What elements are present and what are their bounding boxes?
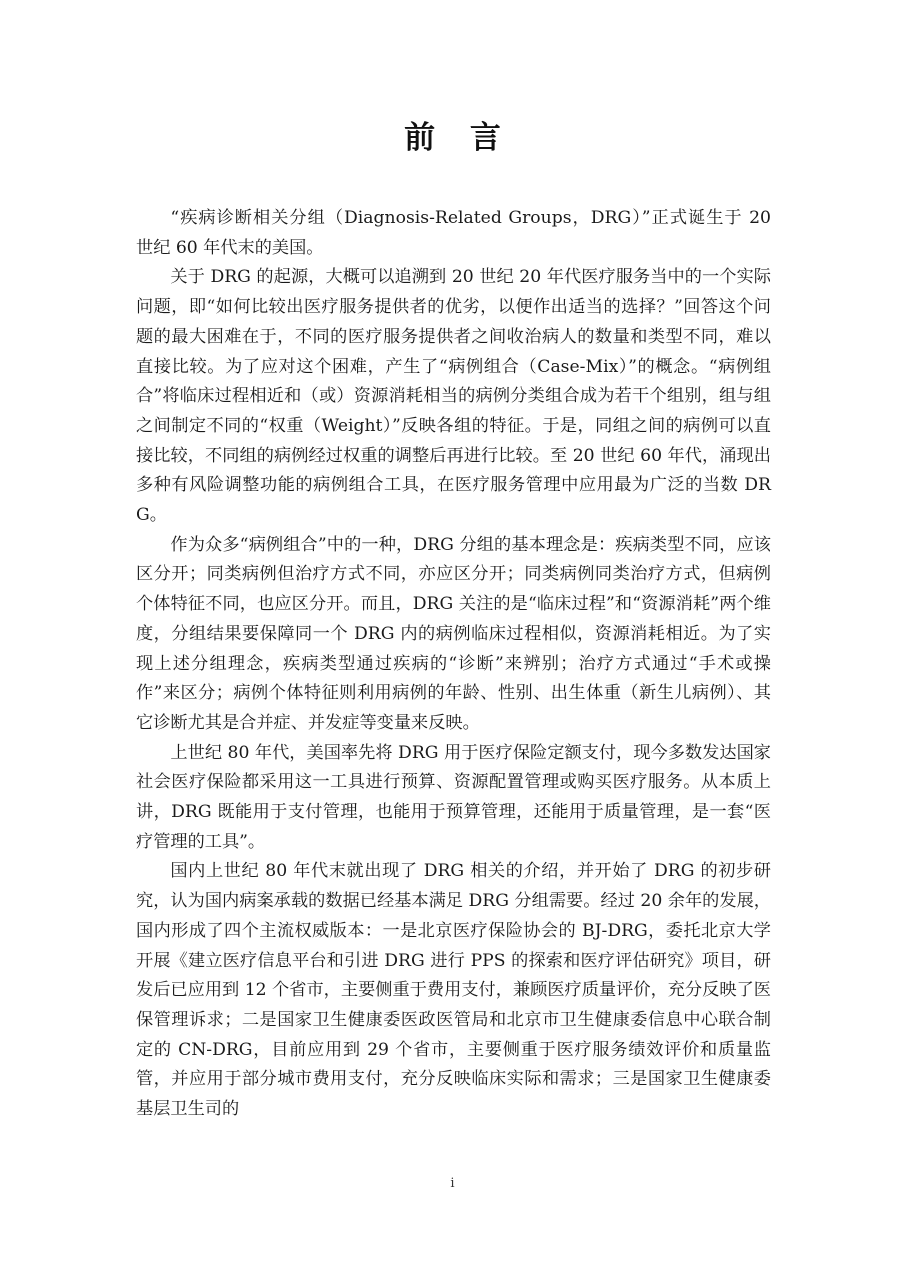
paragraph-1: “疾病诊断相关分组（Diagnosis-Related Groups，DRG）”正式诞生于 20 世纪 60 年代末的美国。 (136, 208, 771, 258)
page-title: 前 言 (404, 120, 513, 156)
body-text (136, 204, 771, 1125)
paragraph-3: 作为众多“病例组合”中的一种，DRG 分组的基本理念是：疾病类型不同，应该区分开；同类病例但治疗方式不同，亦应区分开；同类病例同类治疗方式，但病例个体特征不同，也应区分开。而且，DRG 关注的是“临床过程”和“资源消耗”两个维度，分组结果要保障同一个 DRG 内的病例临床过程相似，资源消耗相近。为了实现上述分组理念，疾病类型通过疾病的“诊断”来辨别；治疗方式通过“手术或操作”来区分；病例个体特征则利用病例的年龄、性别、出生体重（新生儿病例）、其它诊断尤其是合并症、并发症等变量来反映。 (136, 534, 771, 733)
paragraph-4: 上世纪 80 年代，美国率先将 DRG 用于医疗保险定额支付，现今多数发达国家社会医疗保险都采用这一工具进行预算、资源配置管理或购买医疗服务。从本质上讲，DRG 既能用于支付管理，也能用于预算管理，还能用于质量管理，是一套“医疗管理的工具”。 (136, 742, 771, 852)
paragraph-2: 关于 DRG 的起源，大概可以追溯到 20 世纪 20 年代医疗服务当中的一个实际问题，即“如何比较出医疗服务提供者的优劣，以便作出适当的选择？”回答这个问题的最大困难在于，不同的医疗服务提供者之间收治病人的数量和类型不同，难以直接比较。为了应对这个困难，产生了“病例组合（Case-Mix）”的概念。“病例组合”将临床过程相近和（或）资源消耗相当的病例分类组合成为若干个组别，组与组之间制定不同的“权重（Weight）”反映各组的特征。于是，同组之间的病例可以直接比较，不同组的病例经过权重的调整后再进行比较。至 20 世纪 60 年代，涌现出多种有风险调整功能的病例组合工具，在医疗服务管理中应用最为广泛的当数 DRG。 (136, 267, 771, 526)
paragraph-5: 国内上世纪 80 年代末就出现了 DRG 相关的介绍，并开始了 DRG 的初步研究，认为国内病案承载的数据已经基本满足 DRG 分组需要。经过 20 余年的发展，国内形成了四个主流权威版本：一是北京医疗保险协会的 BJ-DRG，委托北京大学开展《建立医疗信息平台和引进 DRG 进行 PPS 的探索和医疗评估研究》项目，研发后已应用到 12 个省市，主要侧重于费用支付，兼顾医疗质量评价，充分反映了医保管理诉求；二是国家卫生健康委医政医管局和北京市卫生健康委信息中心联合制定的 CN-DRG，目前应用到 29 个省市，主要侧重于医疗服务绩效评价和质量监管，并应用于部分城市费用支付，充分反映临床实际和需求；三是国家卫生健康委基层卫生司的 (136, 861, 771, 1120)
page-number: i (450, 1176, 455, 1191)
